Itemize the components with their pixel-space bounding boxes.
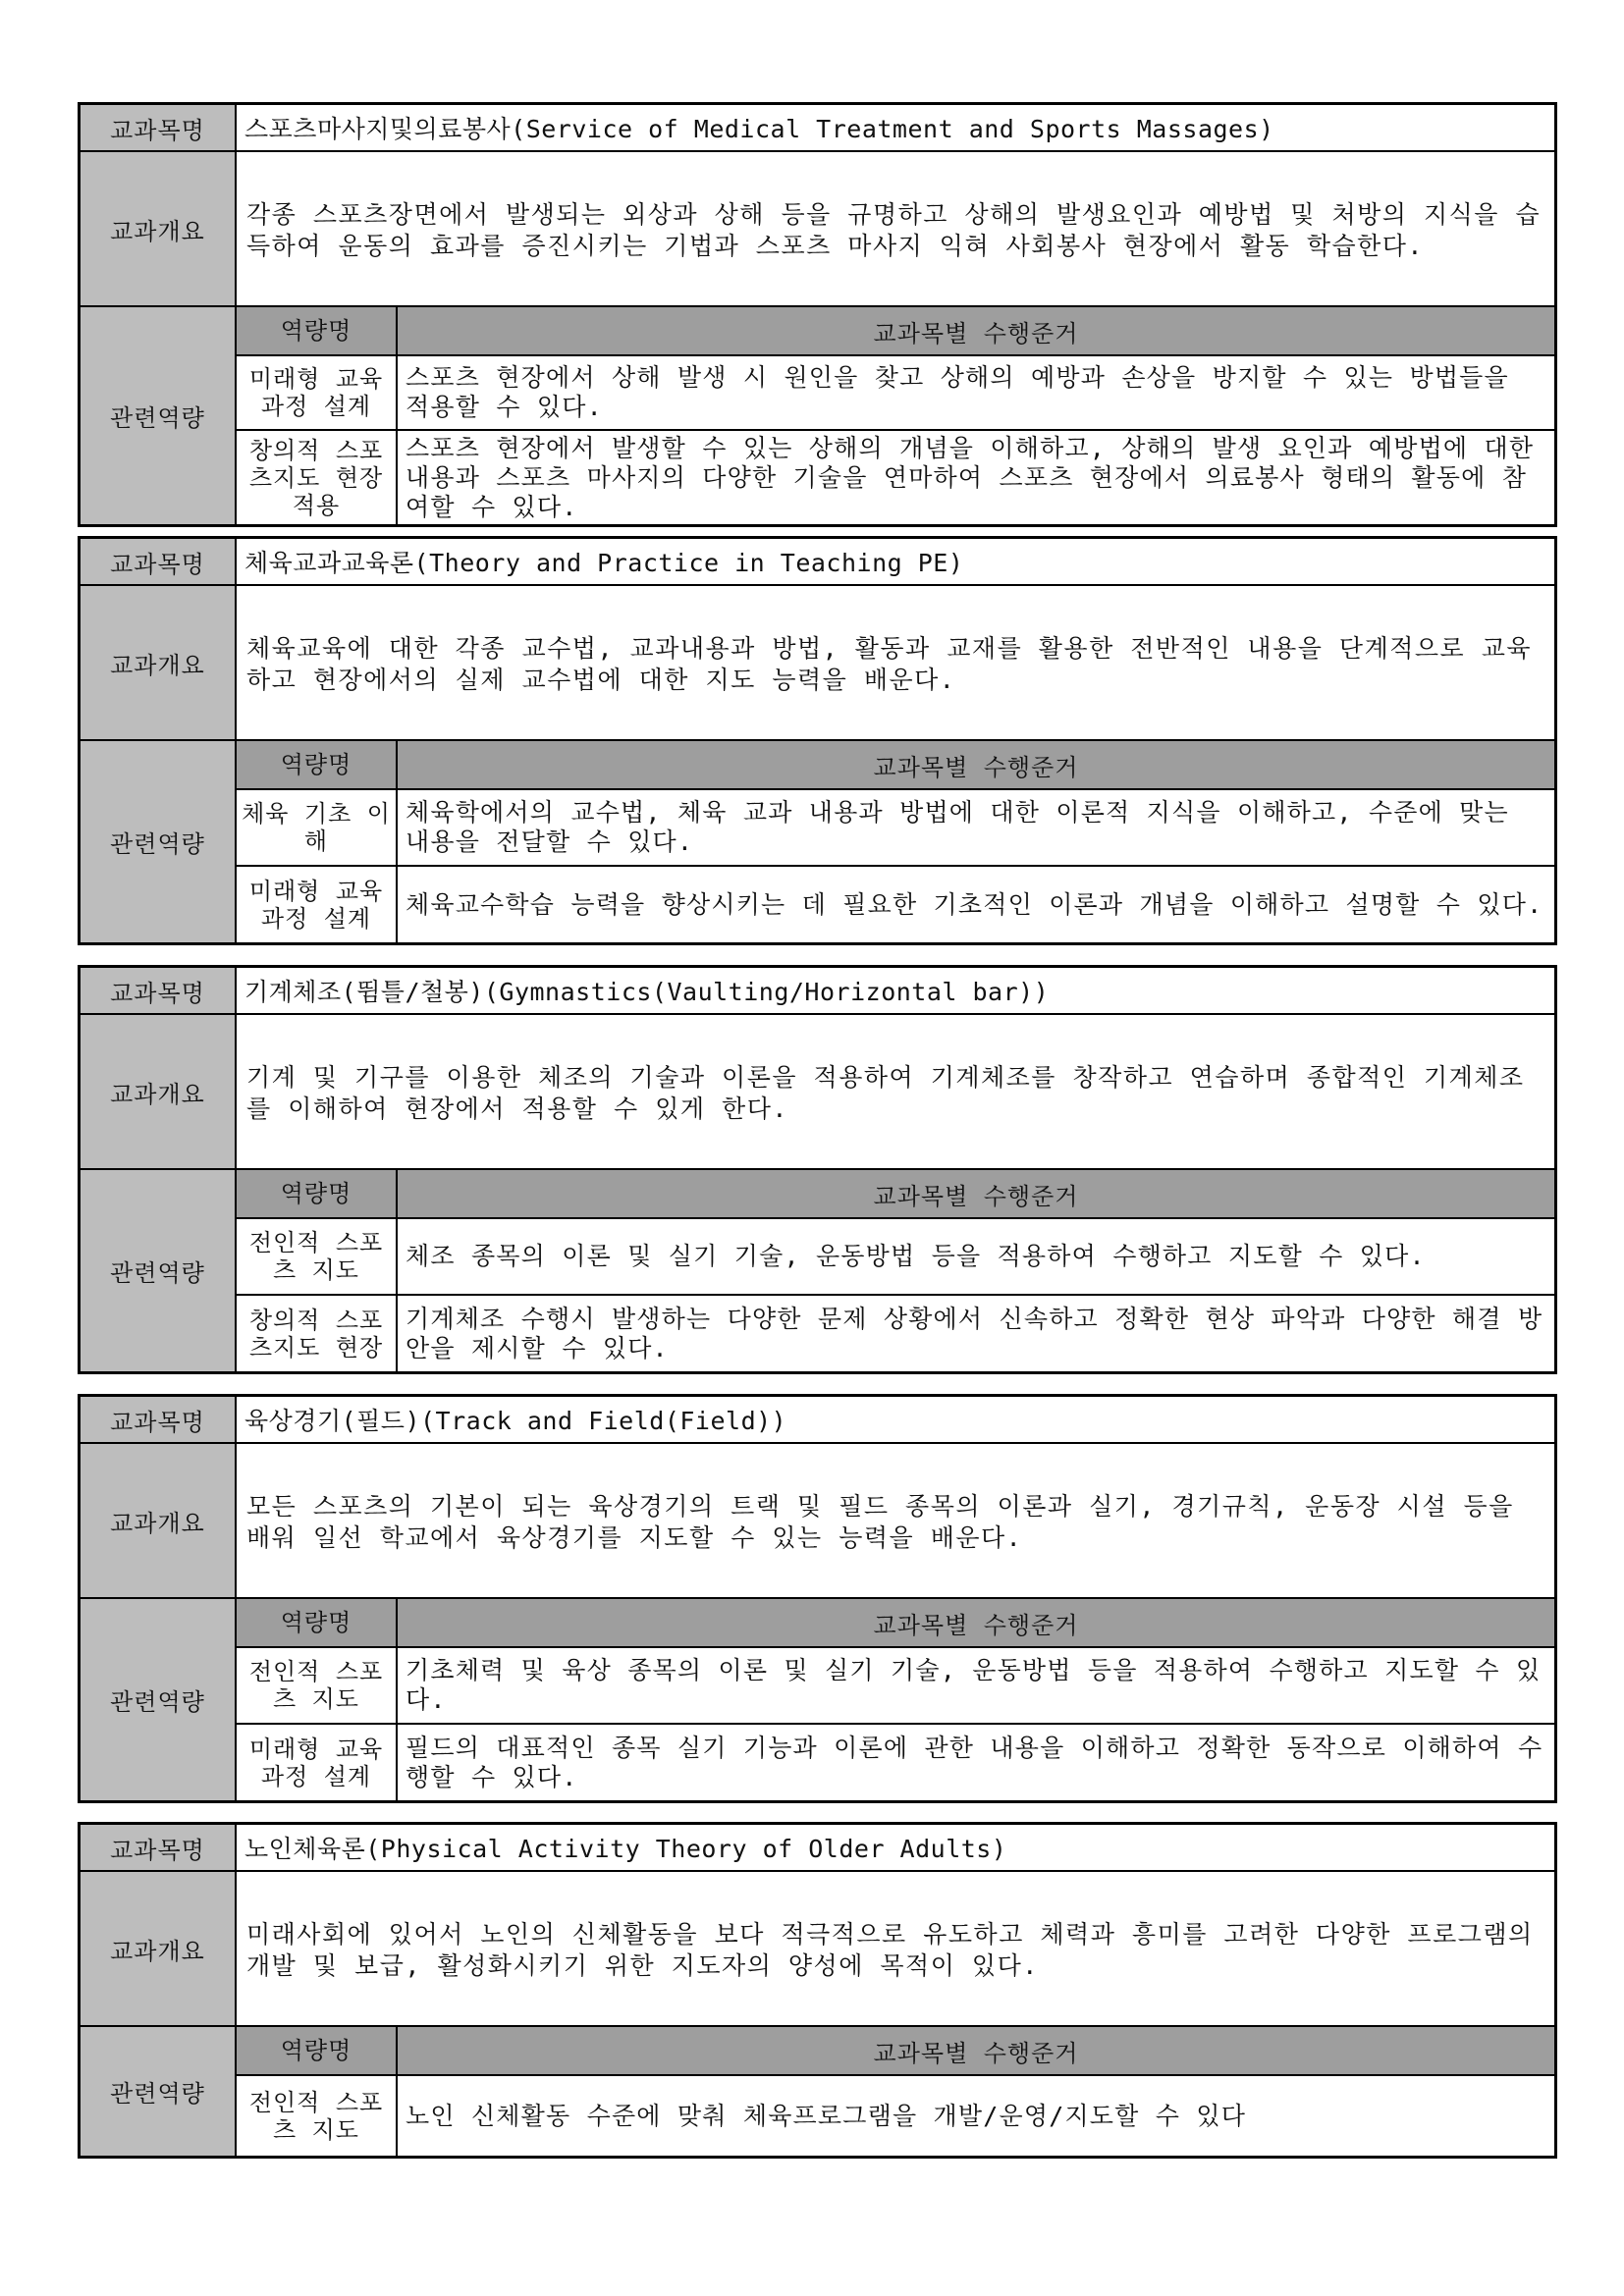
competency-label: 관련역량 — [80, 306, 237, 526]
course-name-label: 교과목명 — [80, 538, 237, 586]
course-name-label: 교과목명 — [80, 1824, 237, 1872]
course-title: 육상경기(필드)(Track and Field(Field)) — [236, 1396, 1556, 1444]
competency-section — [236, 1169, 1556, 1373]
competency-name-header: 역량명 — [237, 2027, 397, 2075]
competency-name-header: 역량명 — [237, 1170, 397, 1218]
course-overview: 각종 스포츠장면에서 발생되는 외상과 상해 등을 규명하고 상해의 발생요인과 예방법 및 처방의 지식을 습득하여 운동의 효과를 증진시키는 기법과 스포츠 마사지 익혀 사회봉사 현장에서 활동 학습한다. — [236, 151, 1556, 306]
course-overview: 미래사회에 있어서 노인의 신체활동을 보다 적극적으로 유도하고 체력과 흥미를 고려한 다양한 프로그램의 개발 및 보급, 활성화시키기 위한 지도자의 양성에 목적이 있다. — [236, 1871, 1556, 2026]
course-name-label: 교과목명 — [80, 1396, 237, 1444]
course-table — [78, 102, 1557, 527]
overview-label: 교과개요 — [80, 1443, 237, 1598]
competency-section — [236, 740, 1556, 944]
competency-name: 미래형 교육과정 설계 — [237, 866, 397, 942]
competency-standard: 노인 신체활동 수준에 맞춰 체육프로그램을 개발/운영/지도할 수 있다 — [397, 2075, 1554, 2156]
competency-standard: 필드의 대표적인 종목 실기 기능과 이론에 관한 내용을 이해하고 정확한 동작으로 이해하여 수행할 수 있다. — [397, 1724, 1554, 1800]
competency-section — [236, 1598, 1556, 1802]
course-overview: 기계 및 기구를 이용한 체조의 기술과 이론을 적용하여 기계체조를 창작하고 연습하며 종합적인 기계체조를 이해하여 현장에서 적용할 수 있게 한다. — [236, 1014, 1556, 1169]
performance-standard-header: 교과목별 수행준거 — [397, 307, 1554, 355]
course-table — [78, 1822, 1557, 2159]
overview-label: 교과개요 — [80, 1871, 237, 2026]
competency-name: 미래형 교육과정 설계 — [237, 355, 397, 430]
performance-standard-header: 교과목별 수행준거 — [397, 2027, 1554, 2075]
competency-name-header: 역량명 — [237, 741, 397, 789]
performance-standard-header: 교과목별 수행준거 — [397, 1599, 1554, 1647]
course-name-label: 교과목명 — [80, 104, 237, 152]
competency-name: 전인적 스포츠 지도 — [237, 1218, 397, 1295]
competency-standard: 기초체력 및 육상 종목의 이론 및 실기 기술, 운동방법 등을 적용하여 수행하고 지도할 수 있다. — [397, 1647, 1554, 1724]
competency-standard: 스포츠 현장에서 발생할 수 있는 상해의 개념을 이해하고, 상해의 발생 요인과 예방법에 대한 내용과 스포츠 마사지의 다양한 기술을 연마하여 스포츠 현장에서 의료봉사 형태의 활동에 참여할 수 있다. — [397, 430, 1554, 524]
competency-name: 체육 기초 이해 — [237, 789, 397, 866]
course-table — [78, 1394, 1557, 1803]
performance-standard-header: 교과목별 수행준거 — [397, 741, 1554, 789]
competency-name: 미래형 교육과정 설계 — [237, 1724, 397, 1800]
competency-standard: 기계체조 수행시 발생하는 다양한 문제 상황에서 신속하고 정확한 현상 파악과 다양한 해결 방안을 제시할 수 있다. — [397, 1295, 1554, 1371]
overview-label: 교과개요 — [80, 1014, 237, 1169]
competency-name-header: 역량명 — [237, 307, 397, 355]
competency-label: 관련역량 — [80, 1169, 237, 1373]
course-title: 체육교과교육론(Theory and Practice in Teaching PE) — [236, 538, 1556, 586]
competency-label: 관련역량 — [80, 740, 237, 944]
competency-label: 관련역량 — [80, 2026, 237, 2158]
competency-name: 전인적 스포츠 지도 — [237, 1647, 397, 1724]
competency-standard: 체육교수학습 능력을 향상시키는 데 필요한 기초적인 이론과 개념을 이해하고 설명할 수 있다. — [397, 866, 1554, 942]
course-title: 노인체육론(Physical Activity Theory of Older Adults) — [236, 1824, 1556, 1872]
course-overview: 체육교육에 대한 각종 교수법, 교과내용과 방법, 활동과 교재를 활용한 전반적인 내용을 단계적으로 교육하고 현장에서의 실제 교수법에 대한 지도 능력을 배운다. — [236, 585, 1556, 740]
performance-standard-header: 교과목별 수행준거 — [397, 1170, 1554, 1218]
competency-standard: 스포츠 현장에서 상해 발생 시 원인을 찾고 상해의 예방과 손상을 방지할 수 있는 방법들을 적용할 수 있다. — [397, 355, 1554, 430]
course-title: 스포츠마사지및의료봉사(Service of Medical Treatment and Sports Massages) — [236, 104, 1556, 152]
course-title: 기계체조(뜀틀/철봉)(Gymnastics(Vaulting/Horizontal bar)) — [236, 967, 1556, 1015]
competency-standard: 체육학에서의 교수법, 체육 교과 내용과 방법에 대한 이론적 지식을 이해하고, 수준에 맞는 내용을 전달할 수 있다. — [397, 789, 1554, 866]
competency-label: 관련역량 — [80, 1598, 237, 1802]
competency-name: 창의적 스포츠지도 현장 적용 — [237, 430, 397, 524]
overview-label: 교과개요 — [80, 151, 237, 306]
competency-name: 전인적 스포츠 지도 — [237, 2075, 397, 2156]
course-table — [78, 965, 1557, 1374]
course-overview: 모든 스포츠의 기본이 되는 육상경기의 트랙 및 필드 종목의 이론과 실기, 경기규칙, 운동장 시설 등을 배워 일선 학교에서 육상경기를 지도할 수 있는 능력을 배운다. — [236, 1443, 1556, 1598]
competency-section — [236, 306, 1556, 526]
competency-name: 창의적 스포츠지도 현장 — [237, 1295, 397, 1371]
overview-label: 교과개요 — [80, 585, 237, 740]
course-name-label: 교과목명 — [80, 967, 237, 1015]
competency-section — [236, 2026, 1556, 2158]
competency-name-header: 역량명 — [237, 1599, 397, 1647]
competency-standard: 체조 종목의 이론 및 실기 기술, 운동방법 등을 적용하여 수행하고 지도할 수 있다. — [397, 1218, 1554, 1295]
course-table — [78, 536, 1557, 945]
